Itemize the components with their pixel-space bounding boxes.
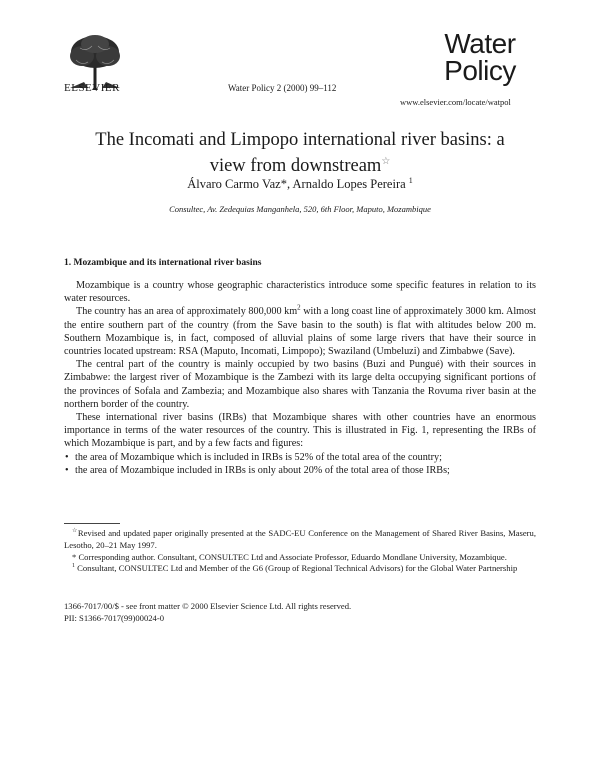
footnote-star (64, 528, 536, 552)
footnotes (64, 528, 536, 575)
paragraph-3: The central part of the country is mainly occupied by two basins (Buzi and Pungué) with their sources in Zimbabwe: the largest river of Mozambique is the Zambezi with its large delta occupying significant portions of the provinces of Sofala and Zambezia; and Mozambique also shares with Tanzania the Rovuma river basin at the northern border of the country. (64, 359, 536, 410)
copyright-line: 1366-7017/00/$ - see front matter © 2000 Elsevier Science Ltd. All rights reserved. (64, 601, 352, 611)
authors-text: Álvaro Carmo Vaz*, Arnaldo Lopes Pereira (187, 177, 406, 192)
paragraph-4: These international river basins (IRBs) that Mozambique shares with other countries have an enormous importance in terms of the water resources of the country. This is illustrated in Fig. 1, representing the IRBs of which Mozambique is part, and by a few facts and figures: (64, 412, 536, 450)
paragraph-2-b: with a long coast line of approximately 3000 km. Almost the entire southern part of the country (from the Save basin to the south) is flat with altitudes below 200 m. Southern Mozambique is, in fact, composed of alluvial plains of some large rivers that have their source in countries located upstream: RSA (Maputo, Incomati, Limpopo); Swaziland (Umbeluzi) and Zimbabwe (Save). (64, 306, 536, 358)
footnote-one-text: Consultant, CONSULTEC Ltd and Member of the G6 (Group of Regional Technical Advisors) for the Global Water Partnership (77, 563, 518, 574)
paragraph-1: Mozambique is a country whose geographic characteristics introduce some specific features in relation to its water resources. (64, 280, 536, 305)
footnote-corresponding: * Corresponding author. Consultant, CONSULTEC Ltd and Associate Professor, Eduardo Mondlane University, Mozambique. (72, 551, 507, 562)
paragraph-2 (64, 305, 536, 358)
journal-logo-line2: Policy (444, 55, 516, 86)
pii-line: PII: S1366-7017(99)00024-0 (64, 612, 165, 623)
journal-logo (430, 30, 530, 84)
author-footnote-mark[interactable]: 1 (408, 176, 413, 185)
journal-url[interactable]: www.elsevier.com/locate/watpol (400, 97, 511, 107)
journal-logo-line1: Water (444, 28, 516, 59)
section-heading: 1. Mozambique and its international river basins (64, 258, 262, 268)
journal-citation: Water Policy 2 (2000) 99–112 (228, 83, 337, 93)
title-footnote-mark[interactable]: ☆ (381, 156, 391, 167)
title-line-2 (60, 151, 540, 177)
publisher-name: ELSEVIER (64, 82, 120, 94)
imprint (64, 601, 351, 625)
facts-list (64, 451, 536, 477)
author-list (60, 176, 540, 192)
section-body (64, 279, 536, 477)
superscript-2: 2 (297, 304, 301, 313)
list-item: • the area of Mozambique included in IRBs is only about 20% of the total area of those IRBs; (64, 464, 536, 477)
title-line-1: The Incomati and Limpopo international river basins: a (95, 130, 505, 150)
footnote-divider (64, 523, 120, 524)
article-title (60, 129, 540, 177)
footnote-star-mark: ☆ (72, 528, 78, 535)
footnote-one (64, 563, 536, 575)
title-line-2-text: view from downstream (209, 156, 382, 177)
paragraph-2-a: The country has an area of approximately 800,000 km (76, 306, 298, 318)
footnote-star-text: Revised and updated paper originally presented at the SADC-EU Conference on the Management of Shared River Basins, Maseru, Lesotho, 20–21 May 1997. (64, 528, 536, 550)
affiliation: Consultec, Av. Zedequias Manganhela, 520, 6th Floor, Maputo, Mozambique (169, 204, 431, 214)
list-item: • the area of Mozambique which is included in IRBs is 52% of the total area of the country; (64, 451, 536, 464)
footnote-one-mark: 1 (72, 563, 75, 570)
